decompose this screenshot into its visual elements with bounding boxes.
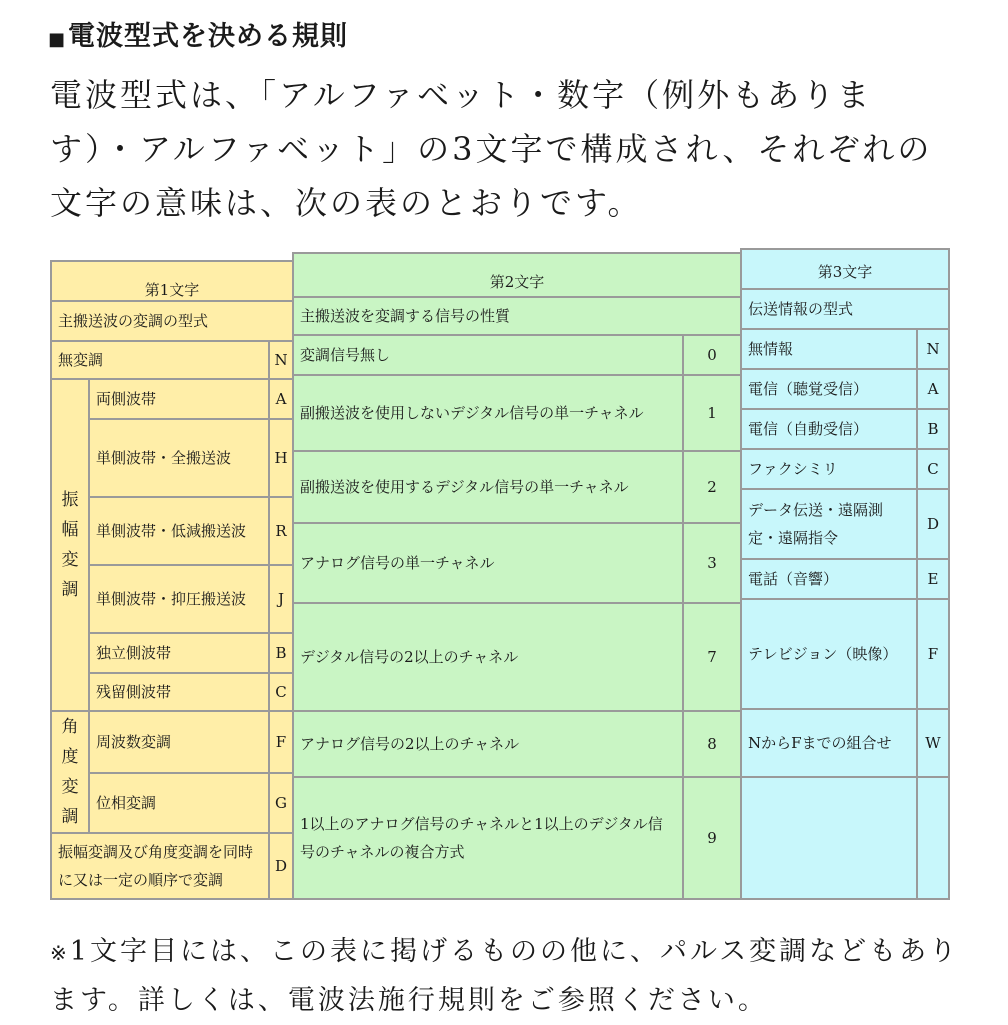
footnote-line-1	[50, 928, 960, 977]
col3-row-code: D	[916, 488, 950, 560]
emission-designation-table	[50, 248, 950, 902]
col3-row-code: C	[916, 448, 950, 490]
col2-row-code: 7	[682, 602, 742, 712]
amp-item-code: A	[268, 378, 294, 420]
col3-row-code: B	[916, 408, 950, 450]
col3-subheader: 伝送情報の型式	[740, 288, 950, 330]
col2-row-code: 8	[682, 710, 742, 778]
amp-item-label: 両側波帯	[88, 378, 270, 420]
amp-item-label: 単側波帯・低減搬送波	[88, 496, 270, 566]
col2-row-label: デジタル信号の2以上のチャネル	[292, 602, 684, 712]
col3-row-label: 電信（自動受信）	[740, 408, 918, 450]
col3-header: 第3文字	[740, 248, 950, 290]
amp-item-code: B	[268, 632, 294, 674]
angle-item-code: G	[268, 772, 294, 834]
col2-row-label: アナログ信号の単一チャネル	[292, 522, 684, 604]
angle-group-label: 角度変調	[50, 710, 90, 834]
col2-row-code: 1	[682, 374, 742, 452]
footnote	[50, 928, 960, 1025]
col2-subheader: 主搬送波を変調する信号の性質	[292, 296, 742, 336]
col1-subheader: 主搬送波の変調の型式	[50, 300, 294, 342]
col2-row-code: 2	[682, 450, 742, 524]
angle-item-label: 位相変調	[88, 772, 270, 834]
col3-row-label: テレビジョン（映像）	[740, 598, 918, 710]
col2-row-code: 9	[682, 776, 742, 900]
col3-row-code: W	[916, 708, 950, 778]
intro-line-2: す）・アルファベット」の3文字で構成され、それぞれの	[50, 130, 933, 168]
amp-item-label: 単側波帯・全搬送波	[88, 418, 270, 498]
col1-header: 第1文字	[50, 260, 294, 302]
note-mark: ※	[50, 941, 70, 965]
col1-no-mod-label: 無変調	[50, 340, 270, 380]
col3-row-label: 電信（聴覚受信）	[740, 368, 918, 410]
amp-item-label: 単側波帯・抑圧搬送波	[88, 564, 270, 634]
col3-row-code: A	[916, 368, 950, 410]
col3-row-label: データ伝送・遠隔測定・遠隔指令	[740, 488, 918, 560]
footnote-text-1: 1文字目には、この表に掲げるものの他に、パルス変調などもあり	[69, 936, 960, 967]
amplitude-group-label: 振幅変調	[50, 378, 90, 712]
amp-item-label: 独立側波帯	[88, 632, 270, 674]
col2-header: 第2文字	[292, 252, 742, 298]
col3-row-code: F	[916, 598, 950, 710]
amp-item-code: R	[268, 496, 294, 566]
amp-item-code: H	[268, 418, 294, 498]
section-heading	[48, 14, 348, 53]
combined-mod-label: 振幅変調及び角度変調を同時に又は一定の順序で変調	[50, 832, 270, 900]
col3-row-label: 電話（音響）	[740, 558, 918, 600]
col3-row-label: NからFまでの組合せ	[740, 708, 918, 778]
col2-row-label: アナログ信号の2以上のチャネル	[292, 710, 684, 778]
col2-row-label: 副搬送波を使用するデジタル信号の単一チャネル	[292, 450, 684, 524]
intro-paragraph	[50, 68, 950, 230]
col2-row-label: 副搬送波を使用しないデジタル信号の単一チャネル	[292, 374, 684, 452]
col3-empty-code-cell	[916, 776, 950, 900]
col3-row-label: 無情報	[740, 328, 918, 370]
angle-item-label: 周波数変調	[88, 710, 270, 774]
col1-no-mod-code: N	[268, 340, 294, 380]
col3-row-code: N	[916, 328, 950, 370]
col3-row-label: ファクシミリ	[740, 448, 918, 490]
intro-line-1: 電波型式は、「アルファベット・数字（例外もありま	[50, 76, 873, 114]
col3-empty-cell	[740, 776, 918, 900]
section-heading-text: 電波型式を決める規則	[68, 21, 349, 52]
col2-row-label: 変調信号無し	[292, 334, 684, 376]
amp-item-label: 残留側波帯	[88, 672, 270, 712]
footnote-line-2: ます。詳しくは、電波法施行規則をご参照ください。	[50, 985, 768, 1016]
amp-item-code: J	[268, 564, 294, 634]
col3-row-code: E	[916, 558, 950, 600]
square-bullet-icon: ■	[48, 29, 67, 50]
intro-line-3: 文字の意味は、次の表のとおりです。	[50, 184, 643, 222]
amp-item-code: C	[268, 672, 294, 712]
col2-row-code: 0	[682, 334, 742, 376]
col2-row-code: 3	[682, 522, 742, 604]
combined-mod-code: D	[268, 832, 294, 900]
angle-item-code: F	[268, 710, 294, 774]
col2-row-label: 1以上のアナログ信号のチャネルと1以上のデジタル信号のチャネルの複合方式	[292, 776, 684, 900]
